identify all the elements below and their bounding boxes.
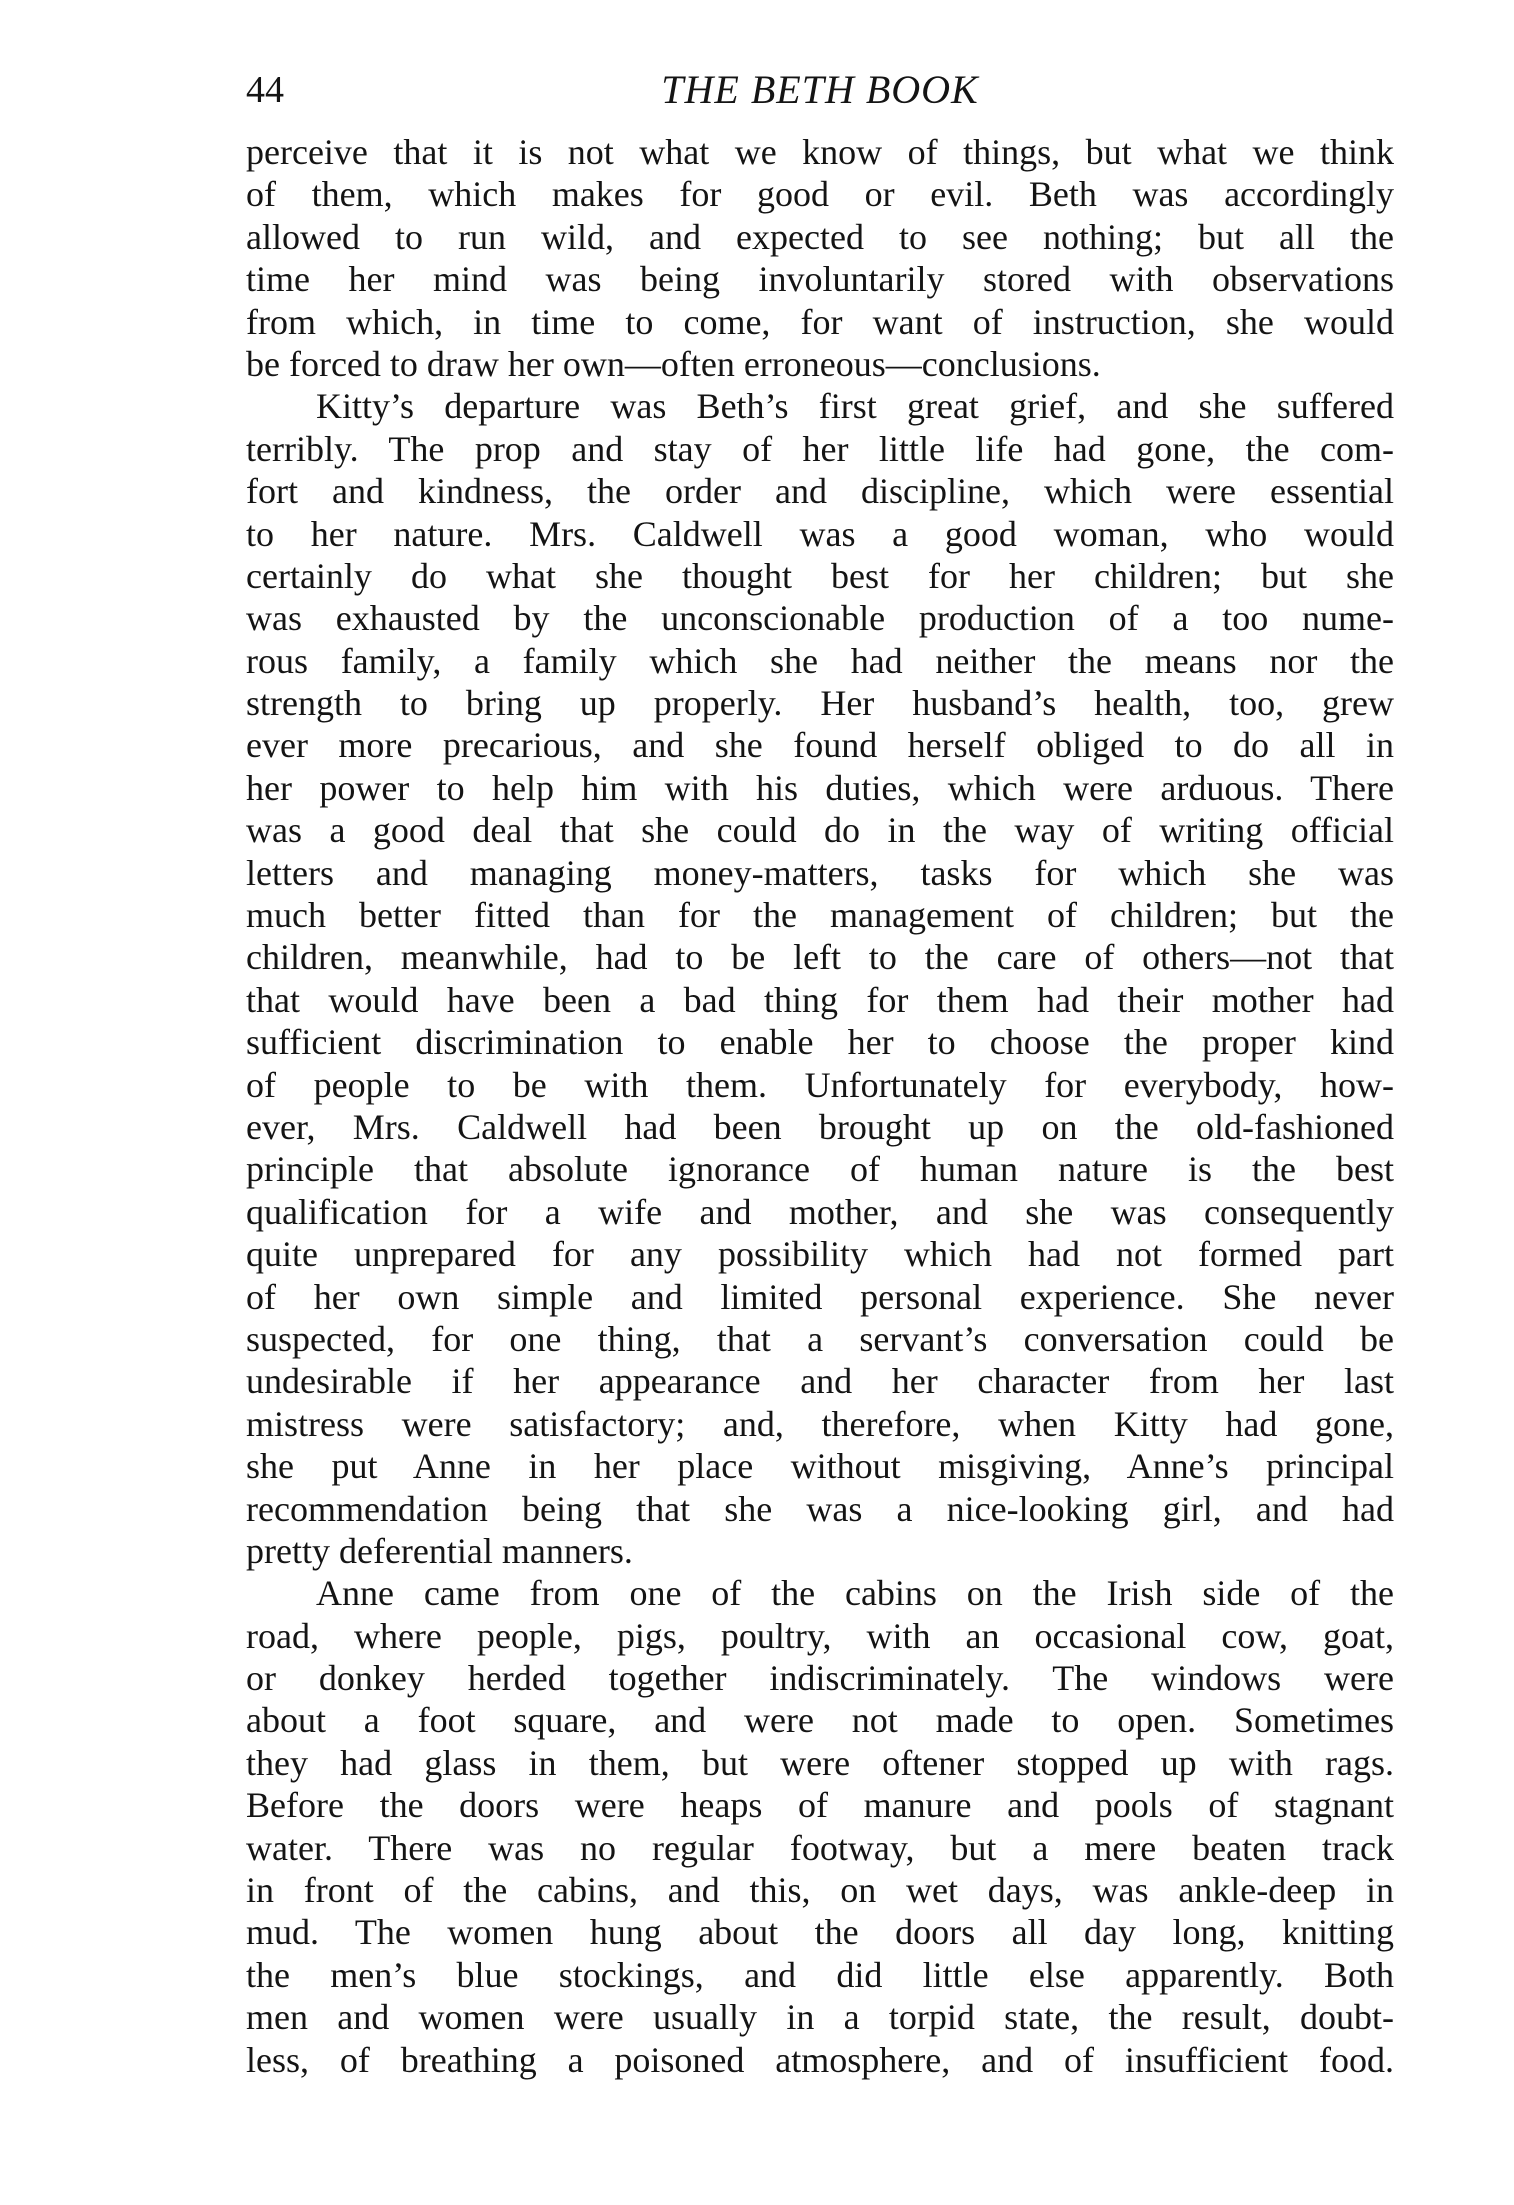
- text-line: suspected, for one thing, that a servant’s conversation could be: [246, 1318, 1394, 1359]
- text-line: perceive that it is not what we know of things, but what we think: [246, 132, 1394, 172]
- text-line: letters and managing money-matters, tasks for which she was: [246, 852, 1394, 893]
- text-line: was a good deal that she could do in the way of writing official: [246, 810, 1394, 851]
- text-line: allowed to run wild, and expected to see nothing; but all the: [246, 216, 1394, 257]
- running-head: [246, 62, 1394, 118]
- text-line: ever, Mrs. Caldwell had been brought up on the old-fashioned: [246, 1106, 1394, 1147]
- text-line: much better fitted than for the management of children; but the: [246, 895, 1394, 936]
- text-line: they had glass in them, but were oftener stopped up with rags.: [246, 1742, 1394, 1783]
- text-line: she put Anne in her place without misgiving, Anne’s principal: [246, 1446, 1394, 1487]
- text-line: terribly. The prop and stay of her little life had gone, the com-: [246, 428, 1394, 469]
- text-line: of people to be with them. Unfortunately for everybody, how-: [246, 1064, 1394, 1105]
- text-line: of her own simple and limited personal experience. She never: [246, 1276, 1394, 1317]
- text-line: men and women were usually in a torpid state, the result, doubt-: [246, 1997, 1394, 2038]
- text-line: that would have been a bad thing for them had their mother had: [246, 979, 1394, 1020]
- running-title: THE BETH BOOK: [661, 67, 979, 112]
- text-line: quite unprepared for any possibility which had not formed part: [246, 1234, 1394, 1275]
- text-line: fort and kindness, the order and discipline, which were essential: [246, 471, 1394, 512]
- text-line: mud. The women hung about the doors all day long, knitting: [246, 1912, 1394, 1953]
- text-line: ever more precarious, and she found herself obliged to do all in: [246, 725, 1394, 766]
- text-line: Kitty’s departure was Beth’s first great grief, and she suffered: [316, 386, 1394, 427]
- text-line: Before the doors were heaps of manure and pools of stagnant: [246, 1785, 1394, 1826]
- text-line: of them, which makes for good or evil. Beth was accordingly: [246, 174, 1394, 215]
- page-number: 44: [246, 69, 284, 111]
- text-line: children, meanwhile, had to be left to the care of others—not that: [246, 937, 1394, 978]
- text-line: recommendation being that she was a nice-looking girl, and had: [246, 1488, 1394, 1529]
- text-line: water. There was no regular footway, but a mere beaten track: [246, 1827, 1394, 1868]
- text-line: principle that absolute ignorance of human nature is the best: [246, 1149, 1394, 1190]
- body-text: [246, 131, 1394, 2081]
- text-line: was exhausted by the unconscionable production of a too nume-: [246, 598, 1394, 639]
- text-line: to her nature. Mrs. Caldwell was a good woman, who would: [246, 513, 1394, 554]
- text-line: less, of breathing a poisoned atmosphere, and of insufficient food.: [246, 2039, 1394, 2080]
- text-line: certainly do what she thought best for her children; but she: [246, 555, 1394, 596]
- text-line: in front of the cabins, and this, on wet days, was ankle-deep in: [246, 1870, 1394, 1911]
- text-line: from which, in time to come, for want of instruction, she would: [246, 301, 1394, 342]
- text-line: about a foot square, and were not made to open. Sometimes: [246, 1700, 1394, 1741]
- text-line: sufficient discrimination to enable her to choose the proper kind: [246, 1022, 1394, 1063]
- text-line: rous family, a family which she had neither the means nor the: [246, 640, 1394, 681]
- text-line: her power to help him with his duties, which were arduous. There: [246, 767, 1394, 808]
- text-line: mistress were satisfactory; and, therefore, when Kitty had gone,: [246, 1403, 1394, 1444]
- text-line: time her mind was being involuntarily stored with observations: [246, 259, 1394, 300]
- text-line: road, where people, pigs, poultry, with an occasional cow, goat,: [246, 1615, 1394, 1656]
- text-line: pretty deferential manners.: [246, 1530, 633, 1571]
- text-line: strength to bring up properly. Her husband’s health, too, grew: [246, 683, 1394, 724]
- text-line: Anne came from one of the cabins on the Irish side of the: [316, 1573, 1394, 1614]
- text-line: the men’s blue stockings, and did little else apparently. Both: [246, 1954, 1394, 1995]
- text-line: or donkey herded together indiscriminately. The windows were: [246, 1658, 1394, 1699]
- text-line: qualification for a wife and mother, and she was consequently: [246, 1191, 1394, 1232]
- text-line: undesirable if her appearance and her character from her last: [246, 1361, 1394, 1402]
- text-line: be forced to draw her own—often erroneous—conclusions.: [246, 343, 1101, 384]
